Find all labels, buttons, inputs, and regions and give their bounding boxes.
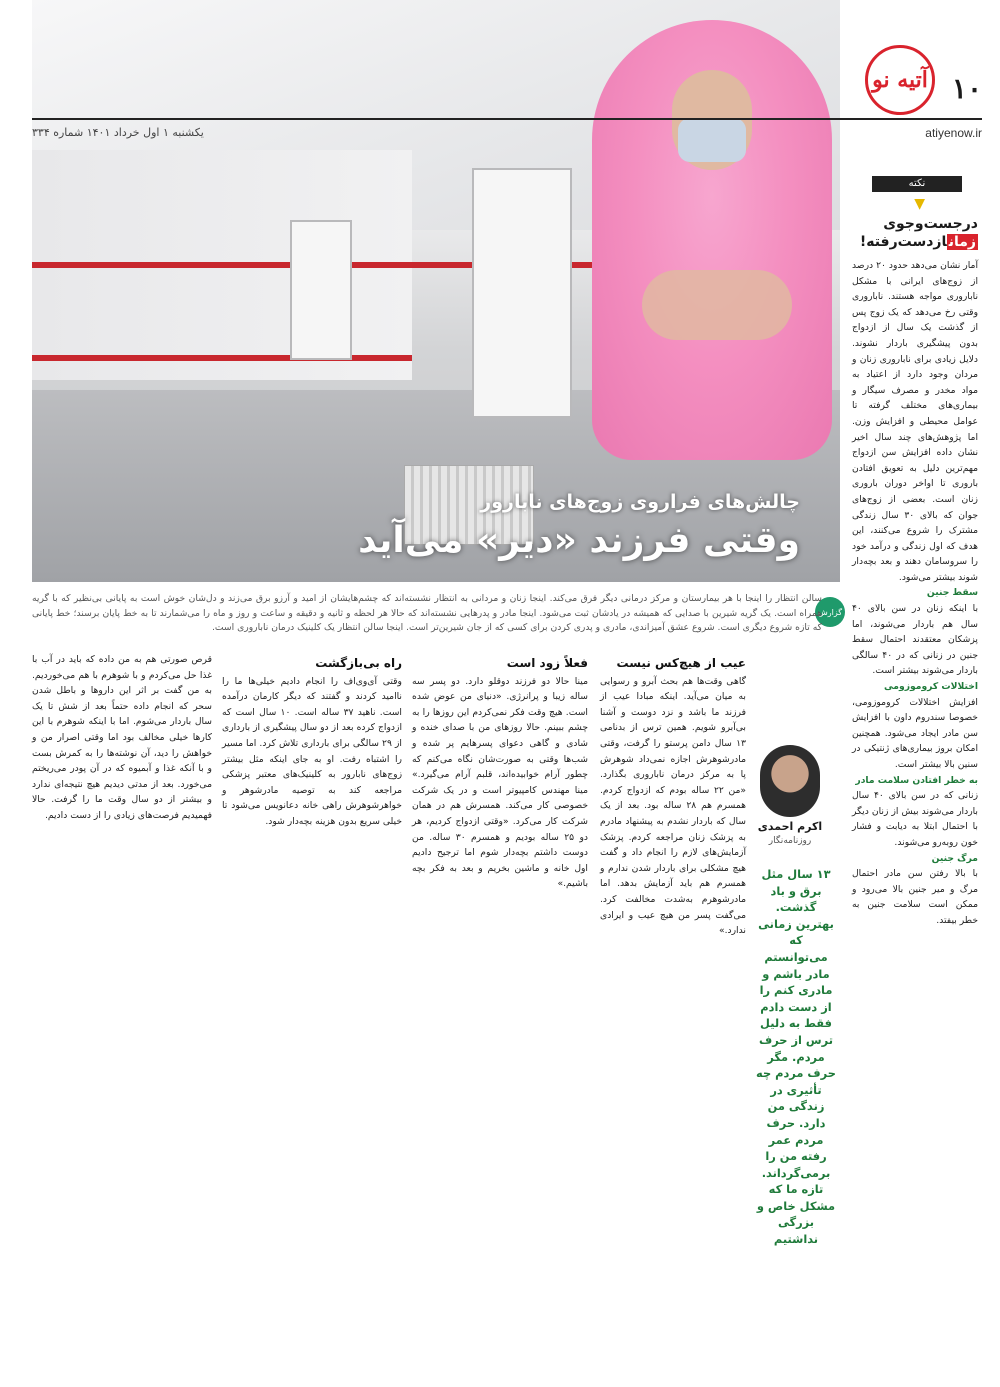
side-body	[852, 258, 978, 929]
column-heading: راه بی‌بازگشت	[315, 656, 402, 670]
author-role: روزنامه‌نگار	[768, 836, 812, 846]
article-column-4	[32, 652, 212, 824]
notice-board	[472, 168, 572, 418]
side-paragraph: زنانی که در سن بالای ۴۰ سال باردار می‌شوند بیش از زنان دیگر با احتمال ابتلا به دیابت و فشار خون روبه‌رو می‌شوند.	[852, 790, 979, 848]
corridor-door	[290, 220, 352, 360]
side-column	[852, 176, 982, 1376]
page-number: ۱۰	[951, 73, 982, 104]
side-subhead: مرگ جنین	[931, 852, 978, 864]
site-url[interactable]: atiyenow.ir	[925, 126, 982, 140]
dateline: یکشنبه ۱ اول خرداد ۱۴۰۱ شماره ۳۳۴	[32, 126, 204, 139]
side-subhead: سقط جنین	[926, 587, 978, 599]
column-text: قرص صورتی هم به من داده که باید در آب با غذا حل می‌کردم و با شوهرم با هم می‌خوردیم. به من گفت بر اثر این داروها و باطل شدن سحر که انجام داده حتماً بعد از شش تا یک سال باردار می‌شوم. اما با اینکه شوهرم با این کارها خیلی مخالف بود اما وقتی اصرار من و خواهش را دید، آن نوشته‌ها را به کمرش بست و با آنکه غذا و آبمیوه که در آن پودر می‌ریختم می‌خورد. بعد از مدتی دیدیم هیچ نتیجه‌ای ندارد و بیشتر از دو سال وقت ما را گرفت. حالا فهمیدیم فرصت‌های زیادی را از دست دادیم.	[32, 654, 212, 821]
author-avatar	[760, 745, 820, 817]
face-mask	[678, 118, 746, 162]
column-text: گاهی وقت‌ها هم بحث آبرو و رسوایی به میان می‌آید. اینکه مبادا عیب از فرزند ما باشد و نزد دوست و آشنا بی‌آبرو شویم. همین ترس از بدنامی ۱۳ سال دامن پرستو را گرفت، وقتی مادرشوهرش اجازه نمی‌داد شوهرش پا به مرکز درمان ناباروری بگذارد. «من ۲۲ ساله بودم که ازدواج کردم. همسرم هم ۲۸ ساله بود. بعد از یک سال که باردار نشدم به پیشنهاد مادرم به پزشک زنان مراجعه کردم. پزشک آزمایش‌های لازم را انجام داد و گفت هیچ مشکلی برای باردار شدن ندارم و همسرم هم باید آزمایش بدهد. اما مادرشوهرم به‌شدت مخالفت کرد. می‌گفت پسر من هیچ عیب و ایرادی ندارد.»	[600, 675, 746, 937]
column-heading: فعلاً زود است	[506, 656, 588, 670]
article-column-1	[600, 652, 746, 939]
column-heading: عیب از هیچ‌کس نیست	[616, 656, 746, 670]
article-column-3	[222, 652, 402, 830]
article-kicker: چالش‌های فراروی زوج‌های نابارور	[480, 491, 800, 513]
side-paragraph: آمار نشان می‌دهد حدود ۲۰ درصد از زوج‌های ایرانی با مشکل ناباروری مواجه هستند. ناباروری وقتی رخ می‌دهد که یک زوج پس از گذشت یک سال از ازدواج بدون پیشگیری باردار نشوند. دلایل زیادی برای ناباروری زنان و مردان وجود دارد از اعتیاد به مواد مخدر و مصرف سیگار و بیماری‌های مختلف گرفته تا عوامل محیطی و افزایش وزن. اما پژوهش‌های چند سال اخیر نشان داده افزایش سن ازدواج مهم‌ترین دلیل به تعویق افتادن باروری تا اواخر دوران باروری زنان است. بعضی از زوج‌های جوان که بالای ۳۰ سال زندگی مشترک را شروع می‌کنند، این هدف که اول زندگی و درآمد خود را سروسامان دهند و بعد بچه‌دار شوند بیشتر می‌شود.	[851, 260, 978, 583]
side-title-rest: ازدست‌رفته!	[859, 234, 947, 250]
side-title-highlight: زمان	[948, 234, 976, 250]
article-title: وقتی فرزند «دیر» می‌آید	[358, 520, 800, 561]
logo-text: آتیه نو	[872, 67, 928, 93]
brand-logo	[865, 45, 935, 115]
side-subhead: اختلالات کروموزومی	[884, 681, 978, 693]
side-title-line1: درجست‌وجوی	[883, 216, 978, 232]
side-paragraph: با اینکه زنان در سن بالای ۴۰ سال هم باردار می‌شوند، اما پزشکان معتقدند احتمال سقط جنین در زنانی که در ۴۰ سالگی باردار می‌شوند بیشتر است.	[852, 603, 978, 677]
pull-quote: ۱۳ سال مثل برق و باد گذشت. بهترین زمانی که می‌توانستم مادر باشم و مادری کنم را از دست دادم فقط به دلیل ترس از حرف مردم. مگر حرف مردم چه تأثیری در زندگی من دارد. حرف مردم عمر رفته من را برمی‌گرداند. تازه ما که مشکل خاص و بزرگی نداشتیم	[756, 867, 836, 1247]
column-text: مینا حالا دو فرزند دوقلو دارد. دو پسر سه ساله زیبا و پرانرژی. «دنیای من عوض شده است. هیچ وقت فکر نمی‌کردم این روزها را به چشم ببینم. حالا روزهای من با صدای خنده و شادی و گاهی دعوای پسرهایم پر شده و شب‌ها وقتی به صورت‌شان نگاه می‌کنم که چطور آرام خوابیده‌اند، قلبم آرام می‌گیرد.» مینا مهندس کامپیوتر است و در یک شرکت خصوصی کار می‌کند. همسرش هم در همان شرکت کار می‌کرد. «وقتی ازدواج کردیم، هر دو ۲۵ ساله بودیم و همسرم ۳۰ ساله. من دوست داشتم بچه‌دار شوم اما ترجیح دادیم اول خانه و ماشین بخریم و بعد به فکر بچه باشیم.»	[412, 675, 588, 890]
wall-stripe-lower	[32, 355, 412, 361]
header-rule	[32, 118, 982, 120]
hands	[642, 270, 792, 340]
side-tag: نکته	[872, 176, 962, 192]
column-text: وقتی آی‌وی‌اف را انجام دادیم خیلی‌ها ما را ناامید کردند و گفتند که دیگر کارمان درآمده است. ناهید ۳۷ ساله است. ۱۰ سال است که ازدواج کرده بعد از دو سال پیشگیری از بارداری از ۲۹ سالگی برای بارداری تلاش کرد. اما مسیر را اشتباه رفت. او به جای اینکه مثل بیشتر زوج‌های نابارور به کلینیک‌های معتبر پزشکی مراجعه کند به توصیه مادرشوهر و خواهرشوهرش راهی خانه دعانویس می‌شود تا خیلی سریع بدون هزینه بچه‌دار شود.	[222, 675, 402, 827]
author-name: اکرم احمدی	[757, 820, 823, 833]
article-column-2	[412, 652, 588, 892]
side-subhead: به خطر افتادن سلامت مادر	[855, 774, 978, 786]
lead-paragraph: سالن انتظار را اینجا با هر بیمارستان و مرکز درمانی دیگر فرق می‌کند. اینجا زنان و مردانی به انتظار نشسته‌اند که چشم‌هایشان از امید و آرزو برق می‌زند و دل‌شان خوش است به پایانی بی‌نظیر که با گریه همراه است. یک گریه شیرین با صدایی که همیشه در یادشان ثبت می‌شود. اینجا مادر و پدرهایی نشسته‌اند که حالا هر لحظه و ثانیه و دقیقه و ساعت و روز و ماه را می‌شمارند تا به خط پایان برسند؛ خط پایانی که تازه شروع دیگری است. شروع عشق آمیزاندی، مادری و پدری کردن برای کسی که از جان شیرین‌تر است. اینجا سالن انتظار یک کلینیک درمان ناباروری است.	[32, 593, 822, 633]
report-badge: گزارش	[815, 597, 845, 627]
side-title-line2	[852, 234, 978, 250]
side-paragraph: افزایش اختلالات کروموزومی، خصوصا سندروم داون با افزایش سن مادر ایجاد می‌شود. همچنین امکان بروز بیماری‌های ژنتیکی در سنین بالا بیشتر است.	[852, 696, 978, 770]
arrow-down-icon: ▼	[914, 196, 925, 212]
side-paragraph: با بالا رفتن سن مادر احتمال مرگ و میر جنین بالا می‌رود و ممکن است سلامت جنین به خطر بیفتد.	[852, 868, 978, 926]
